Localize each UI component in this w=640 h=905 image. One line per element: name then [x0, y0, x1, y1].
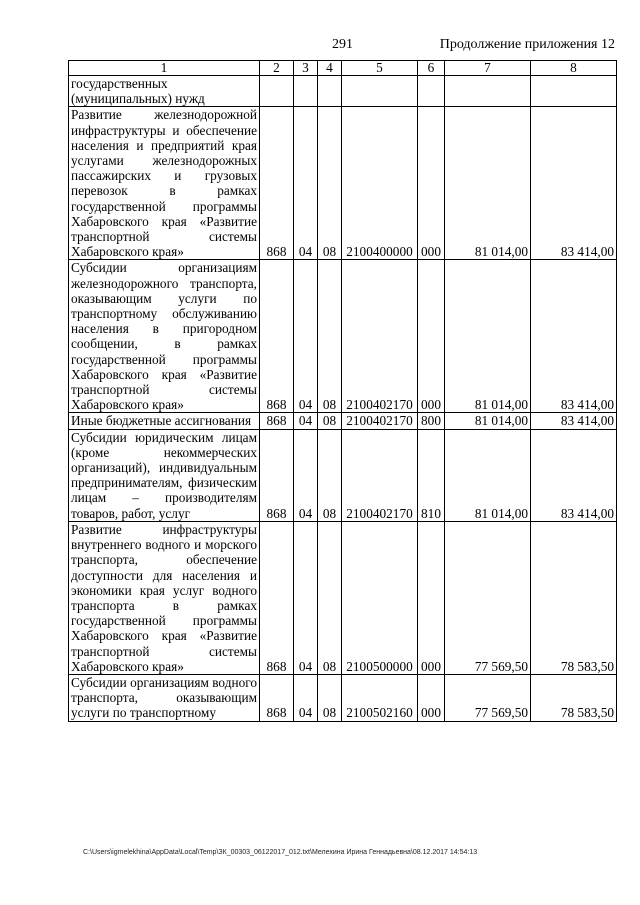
continuation-caption: Продолжение приложения 12	[439, 37, 615, 52]
document-path-footer: C:\Users\igmelekhina\AppData\Local\Temp\ЗК_00303_06122017_012.txt\Мелехина Ирина Геннадьевна\08.12.2017 14:54:13	[83, 849, 478, 856]
column-header: 1	[69, 61, 260, 76]
csr-code: 2100402170	[342, 413, 418, 429]
item-name: Развитие инфраструктуры внутреннего водного и морского транспорта, обеспечение доступности для населения и экономики края услуг водного транспорта в рамках государственной программы Хабаровского края «Развитие транспортной системы Хабаровского края»	[69, 521, 260, 674]
amount-year-1: 77 569,50	[445, 674, 531, 721]
csr-code: 2100400000	[342, 107, 418, 260]
vr-code: 000	[418, 107, 445, 260]
vr-code: 000	[418, 674, 445, 721]
ved-code: 868	[260, 521, 294, 674]
amount-year-1: 77 569,50	[445, 521, 531, 674]
table-row	[69, 429, 617, 521]
vr-code: 000	[418, 521, 445, 674]
vr-code: 800	[418, 413, 445, 429]
rz-code: 04	[294, 521, 318, 674]
table-row	[69, 107, 617, 260]
table-row	[69, 674, 617, 721]
ved-code	[260, 76, 294, 107]
column-header: 8	[531, 61, 617, 76]
amount-year-2: 83 414,00	[531, 107, 617, 260]
column-header: 2	[260, 61, 294, 76]
csr-code: 2100500000	[342, 521, 418, 674]
vr-code: 000	[418, 260, 445, 413]
rz-code: 04	[294, 107, 318, 260]
budget-table	[68, 60, 617, 722]
pr-code: 08	[318, 521, 342, 674]
amount-year-1: 81 014,00	[445, 260, 531, 413]
column-header: 7	[445, 61, 531, 76]
page-number: 291	[332, 37, 353, 52]
column-header: 3	[294, 61, 318, 76]
amount-year-1	[445, 76, 531, 107]
amount-year-2: 83 414,00	[531, 413, 617, 429]
table-row	[69, 76, 617, 107]
item-name: Субсидии организациям железнодорожного транспорта, оказывающим услуги по транспортному обслуживанию населения в пригородном сообщении, в рамках государственной программы Хабаровского края «Развитие транспортной системы Хабаровского края»	[69, 260, 260, 413]
amount-year-2	[531, 76, 617, 107]
rz-code: 04	[294, 260, 318, 413]
pr-code: 08	[318, 107, 342, 260]
pr-code: 08	[318, 429, 342, 521]
pr-code	[318, 76, 342, 107]
table-row	[69, 260, 617, 413]
column-number-row	[69, 61, 617, 76]
csr-code: 2100502160	[342, 674, 418, 721]
amount-year-1: 81 014,00	[445, 107, 531, 260]
ved-code: 868	[260, 260, 294, 413]
rz-code: 04	[294, 429, 318, 521]
item-name: государственных (муниципальных) нужд	[69, 76, 260, 107]
table-row	[69, 521, 617, 674]
csr-code	[342, 76, 418, 107]
column-header: 6	[418, 61, 445, 76]
column-header: 4	[318, 61, 342, 76]
rz-code	[294, 76, 318, 107]
rz-code: 04	[294, 413, 318, 429]
item-name: Субсидии юридическим лицам (кроме некоммерческих организаций), индивидуальным предпринимателям, физическим лицам – производителям товаров, работ, услуг	[69, 429, 260, 521]
ved-code: 868	[260, 107, 294, 260]
ved-code: 868	[260, 413, 294, 429]
item-name: Иные бюджетные ассигнования	[69, 413, 260, 429]
amount-year-2: 83 414,00	[531, 260, 617, 413]
amount-year-1: 81 014,00	[445, 429, 531, 521]
ved-code: 868	[260, 429, 294, 521]
csr-code: 2100402170	[342, 260, 418, 413]
amount-year-2: 78 583,50	[531, 674, 617, 721]
item-name: Развитие железнодорожной инфраструктуры и обеспечение населения и предприятий края услугами железнодорожных пассажирских и грузовых перевозок в рамках государственной программы Хабаровского края «Развитие транспортной системы Хабаровского края»	[69, 107, 260, 260]
csr-code: 2100402170	[342, 429, 418, 521]
vr-code	[418, 76, 445, 107]
rz-code: 04	[294, 674, 318, 721]
amount-year-1: 81 014,00	[445, 413, 531, 429]
ved-code: 868	[260, 674, 294, 721]
amount-year-2: 78 583,50	[531, 521, 617, 674]
pr-code: 08	[318, 413, 342, 429]
column-header: 5	[342, 61, 418, 76]
table-row	[69, 413, 617, 429]
pr-code: 08	[318, 260, 342, 413]
vr-code: 810	[418, 429, 445, 521]
amount-year-2: 83 414,00	[531, 429, 617, 521]
pr-code: 08	[318, 674, 342, 721]
item-name: Субсидии организациям водного транспорта, оказывающим услуги по транспортному	[69, 674, 260, 721]
